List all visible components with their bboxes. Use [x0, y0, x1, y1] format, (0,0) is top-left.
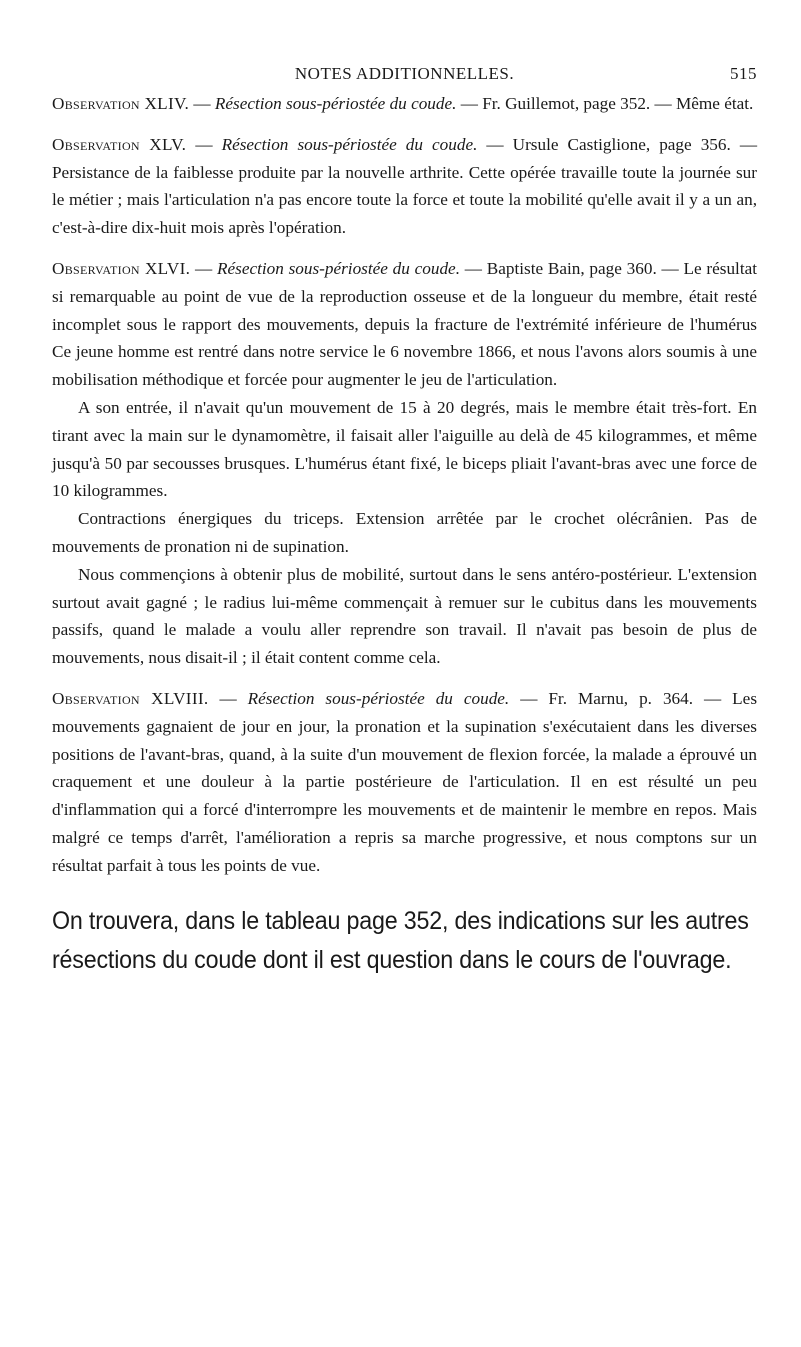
observation-paragraph: Nous commençions à obtenir plus de mobilité, surtout dans le sens antéro-postérieur. L'extension surtout avait gagné ; le radius lui-même commençait à remuer sur le cubitus dans les mouvements passifs, quand le malade a voulu aller reprendre son travail. Il n'avait pas besoin de plus de mouvements, nous disait-il ; il était content comme cela. [52, 564, 757, 668]
page [52, 60, 757, 980]
observation-45 [52, 131, 757, 242]
observation-label: Observation XLIV. [52, 94, 190, 113]
observation-title: Résection sous-périostée du coude. [247, 688, 510, 708]
closing-note: On trouvera, dans le tableau page 352, des indications sur les autres résections du coude dont il est question dans le cours de l'ouvrage. [52, 906, 749, 974]
observation-body: — Fr. Marnu, p. 364. — Les mouvements gagnaient de jour en jour, la pronation et la supination s'exécutaient dans les diverses positions de l'avant-bras, quand, à la suite d'un mouvement de flexion forcée, la malade a éprouvé un craquement et une douleur à la partie postérieure de l'articulation. Il en est résulté un peu d'inflammation qui a forcé d'interrompre les mouvements et de maintenir le membre en repos. Mais malgré ce temps d'arrêt, l'amélioration a repris sa marche progressive, et nous comptons sur un résultat parfait à tous les points de vue. [52, 688, 758, 875]
separator: — [208, 688, 248, 708]
separator: — [190, 258, 217, 278]
observation-paragraph: Contractions énergiques du triceps. Extension arrêtée par le crochet olécrânien. Pas de mouvements de pronation ni de supination. [52, 509, 757, 556]
observation-label: Observation XLVIII. [52, 688, 209, 708]
observation-label: Observation XLVI. [52, 258, 191, 278]
observation-title: Résection sous-périostée du coude. [221, 134, 478, 154]
running-title: NOTES ADDITIONNELLES. [294, 64, 515, 83]
running-head [52, 60, 757, 90]
observation-44 [52, 90, 757, 118]
page-number: 515 [730, 64, 757, 83]
observation-body: — Baptiste Bain, page 360. — Le résultat si remarquable au point de vue de la reproduction osseuse et de la longueur du membre, était resté incomplet sous le rapport des mouvements, depuis la fracture de l'extrémité inférieure de l'humérus Ce jeune homme est rentré dans notre service le 6 novembre 1866, et nous l'avons alors soumis à une mobilisation méthodique et forcée pour augmenter le jeu de l'articulation. [52, 258, 758, 390]
observation-48 [52, 685, 757, 880]
observation-title: Résection sous-périostée du coude. [217, 258, 460, 278]
observation-paragraph: A son entrée, il n'avait qu'un mouvement de 15 à 20 degrés, mais le membre était très-fort. En tirant avec la main sur le dynamomètre, il faisait aller l'aiguille au delà de 45 kilogrammes, et même jusqu'à 50 par secousses brusques. L'humérus étant fixé, le biceps pliait l'avant-bras avec une force de 10 kilogrammes. [52, 397, 757, 501]
observation-title: Résection sous-périostée du coude. [214, 94, 457, 113]
observation-label: Observation XLV. [52, 134, 187, 154]
observation-46 [52, 255, 757, 672]
observation-body: — Fr. Guillemot, page 352. — Même état. [456, 94, 754, 113]
observation-body: — Ursule Castiglione, page 356. — Persistance de la faiblesse produite par la nouvelle arthrite. Cette opérée travaille toute la journée sur le métier ; mais l'articulation n'a pas encore toute la force et toute la mobilité qu'elle avait il y a un an, c'est-à-dire dix-huit mois après l'opération. [52, 134, 758, 238]
separator: — [186, 134, 222, 154]
separator: — [189, 94, 215, 113]
